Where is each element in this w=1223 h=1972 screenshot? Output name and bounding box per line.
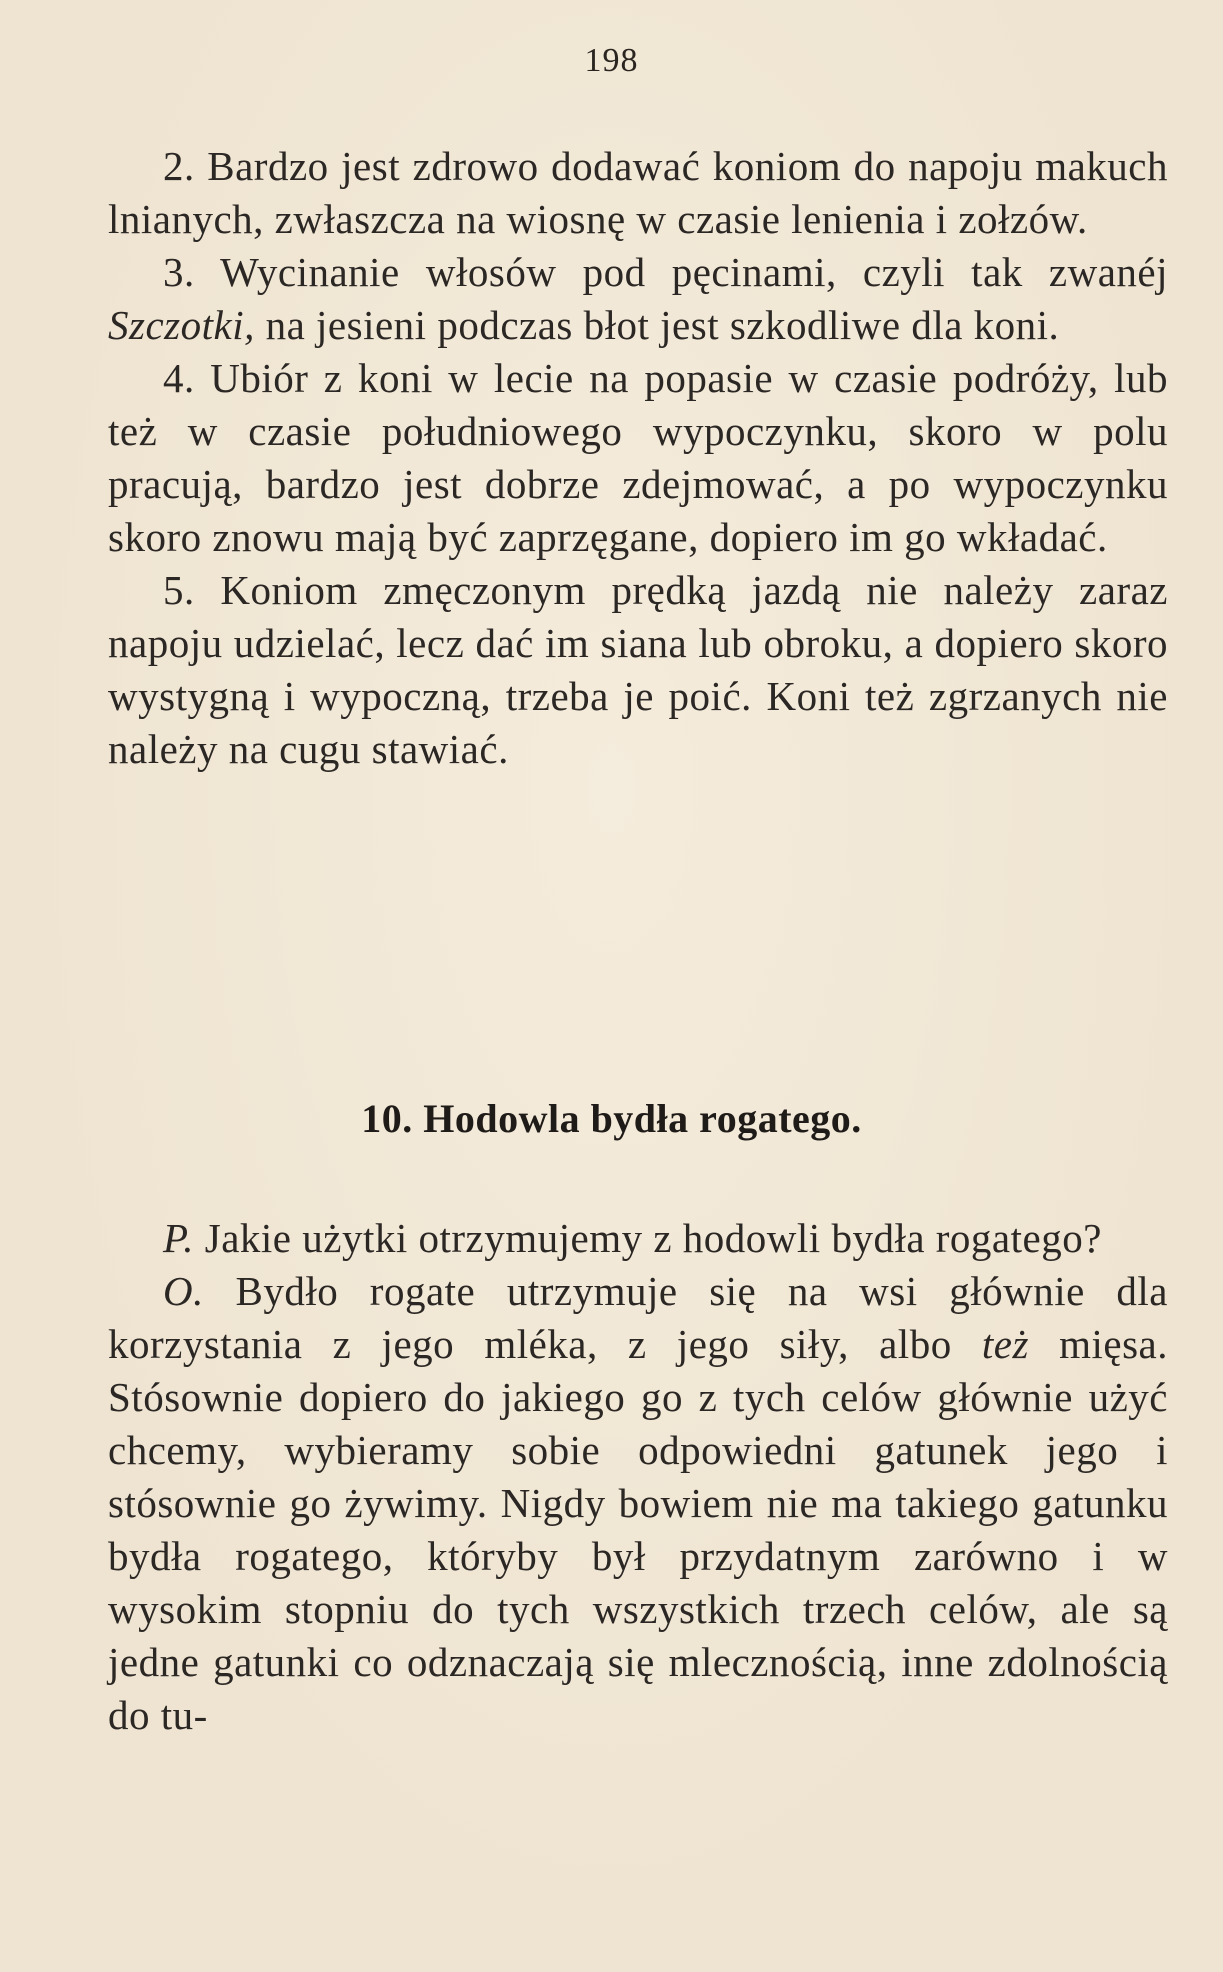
italic-word: też (981, 1321, 1029, 1367)
list-item-4: 4. Ubiór z koni w lecie na popasie w czasie podróży, lub też w czasie południowego wypoczynku, skoro w polu pracują, bardzo jest dobrze zdejmować, a po wypoczynku skoro znowu mają być zaprzęgane, dopiero im go wkładać. (108, 355, 1168, 560)
list-item-5: 5. Koniom zmęczonym prędką jazdą nie należy zaraz napoju udzielać, lecz dać im siana lub obroku, a dopiero skoro wystygną i wypoczną, trzeba je poić. Koni też zgrzanych nie należy na cugu stawiać. (108, 567, 1168, 772)
page-number: 198 (584, 42, 639, 79)
list-item-2: 2. Bardzo jest zdrowo dodawać koniom do napoju makuch lnianych, zwłaszcza na wiosnę w czasie lenienia i zołzów. (108, 143, 1168, 242)
list-item-3: 3. Wycinanie włosów pod pęcinami, czyli tak zwanéj Szczotki, na jesieni podczas błot jest szkodliwe dla koni. (108, 249, 1168, 348)
italic-term: Szczotki, (108, 302, 255, 348)
answer-paragraph: O. Bydło rogate utrzymuje się na wsi głównie dla korzystania z jego mléka, z jego siły, albo też mięsa. Stósownie dopiero do jakiego go z tych celów głównie użyć chcemy, wybieramy sobie odpowiedni gatunek jego i stósownie go żywimy. Nigdy bowiem nie ma takiego gatunku bydła rogatego, któryby był przydatnym zarówno i w wysokim stopniu do tych wszystkich trzech celów, ale są jedne gatunki co odznaczają się mlecznością, inne zdolnością do tu- (108, 1268, 1168, 1738)
question-answer (108, 1212, 1168, 1742)
question-label: P. (163, 1215, 195, 1261)
answer-label: O. (163, 1268, 204, 1314)
section-heading: 10. Hodowla bydła rogatego. (361, 1096, 862, 1141)
numbered-advice-list (108, 140, 1168, 776)
question-paragraph (108, 1212, 1168, 1265)
question-text: Jakie użytki otrzymujemy z hodowli bydła rogatego? (194, 1215, 1102, 1261)
